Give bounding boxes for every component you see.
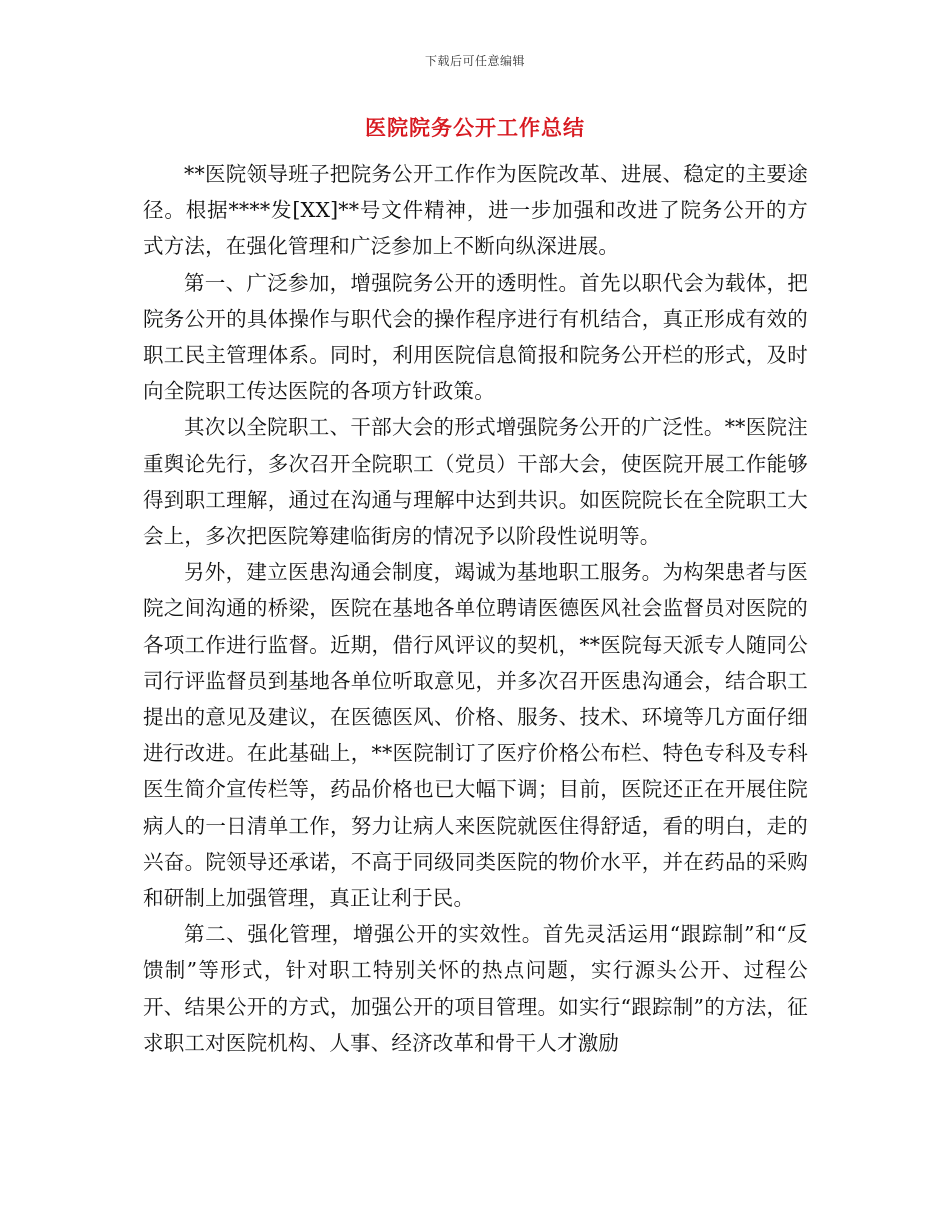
paragraph-general-meeting: 其次以全院职工、干部大会的形式增强院务公开的广泛性。**医院注重舆论先行，多次召开全院职工（党员）干部大会，使医院开展工作能够得到职工理解，通过在沟通与理解中达到共识。如医院院长在全院职工大会上，多次把医院筹建临街房的情况予以阶段性说明等。 [143, 415, 808, 549]
paragraph-doctor-patient: 另外，建立医患沟通会制度，竭诚为基地职工服务。为构架患者与医院之间沟通的桥梁，医院在基地各单位聘请医德医风社会监督员对医院的各项工作进行监督。近期，借行风评议的契机，**医院每天派专人随同公司行评监督员到基地各单位听取意见，并多次召开医患沟通会，结合职工提出的意见及建议，在医德医风、价格、服务、技术、环境等几方面仔细进行改进。在此基础上，**医院制订了医疗价格公布栏、特色专科及专科医生简介宣传栏等，药品价格也已大幅下调；目前，医院还正在开展住院病人的一日清单工作，努力让病人来医院就医住得舒适，看的明白，走的兴奋。院领导还承诺，不高于同级同类医院的物价水平，并在药品的采购和研制上加强管理，真正让利于民。 [143, 560, 808, 911]
paragraph-first-point: 第一、广泛参加，增强院务公开的透明性。首先以职代会为载体，把院务公开的具体操作与职代会的操作程序进行有机结合，真正形成有效的职工民主管理体系。同时，利用医院信息简报和院务公开栏的形式，及时向全院职工传达医院的各项方针政策。 [143, 270, 808, 404]
paragraph-second-point: 第二、强化管理，增强公开的实效性。首先灵活运用“跟踪制”和“反馈制”等形式，针对职工特别关怀的热点问题，实行源头公开、过程公开、结果公开的方式，加强公开的项目管理。如实行“跟踪制”的方法，征求职工对医院机构、人事、经济改革和骨干人才激励 [143, 922, 808, 1055]
paragraph-intro: **医院领导班子把院务公开工作作为医院改革、进展、稳定的主要途径。根据****发[XX]**号文件精神，进一步加强和改进了院务公开的方式方法，在强化管理和广泛参加上不断向纵深进展。 [143, 162, 808, 259]
document-body [143, 156, 808, 1061]
header-note: 下载后可任意编辑 [424, 54, 525, 68]
document-title: 医院院务公开工作总结 [365, 115, 585, 140]
